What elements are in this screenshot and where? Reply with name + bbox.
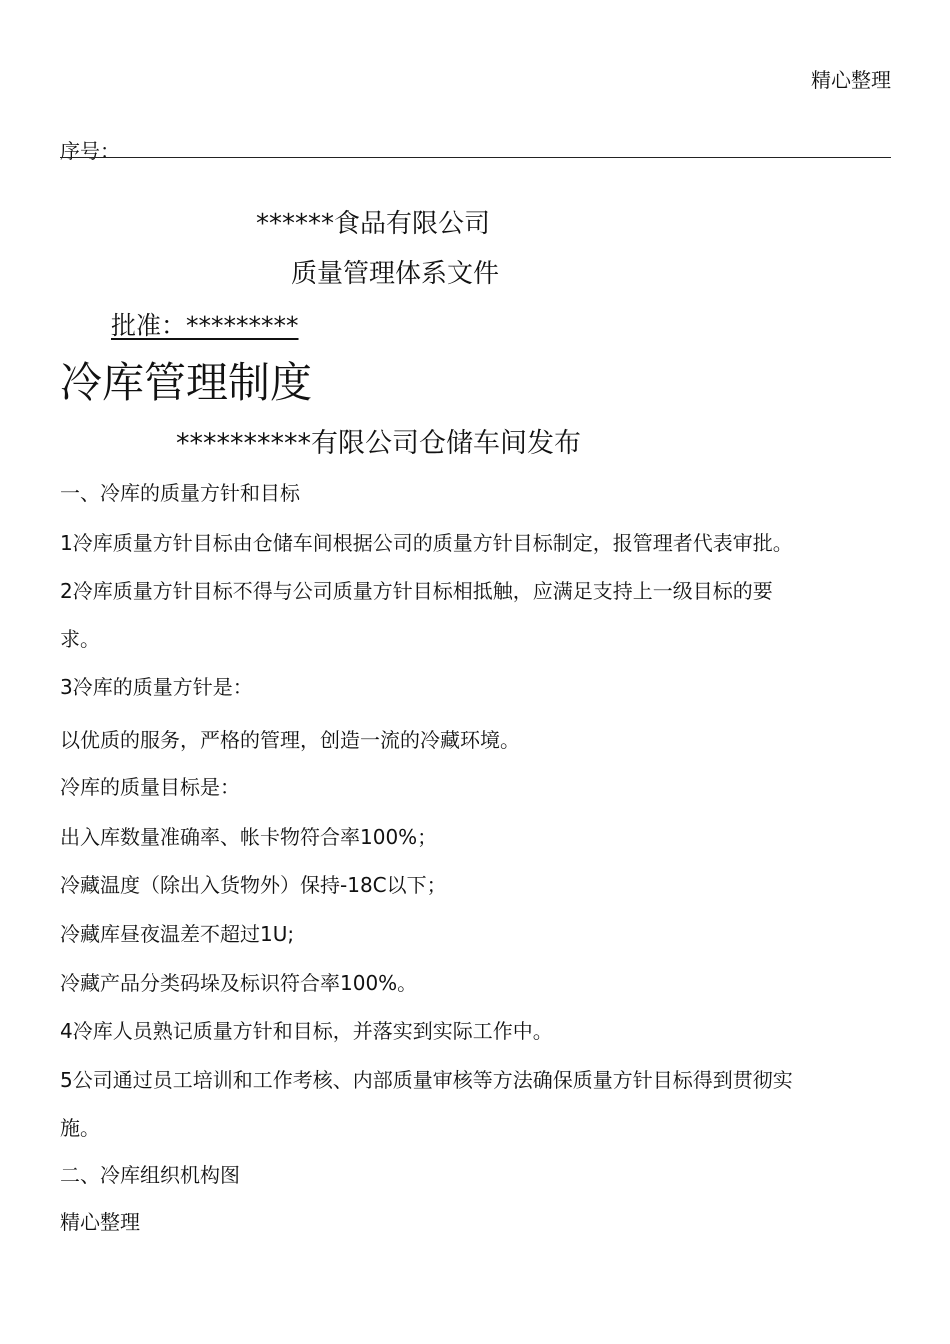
approval-line: 批准：*********	[111, 311, 299, 340]
footer-note: 精心整理	[60, 1210, 140, 1234]
company-name: ******食品有限公司	[256, 209, 491, 239]
document-title: 冷库管理制度	[60, 358, 313, 407]
body-paragraph: 冷藏库昼夜温差不超过1U;	[60, 922, 295, 946]
section-heading-1: 一、冷库的质量方针和目标	[60, 481, 300, 505]
body-paragraph: 4冷库人员熟记质量方针和目标，并落实到实际工作中。	[60, 1019, 553, 1043]
body-paragraph: 冷藏产品分类码垛及标识符合率100%。	[60, 971, 418, 995]
publisher-line: **********有限公司仓储车间发布	[176, 428, 581, 459]
system-document-title: 质量管理体系文件	[291, 259, 500, 289]
section-heading-2: 二、冷库组织机构图	[60, 1163, 240, 1187]
body-paragraph: 施。	[60, 1116, 100, 1140]
body-paragraph: 冷库的质量目标是：	[60, 775, 240, 799]
serial-number-label: 序号：	[60, 139, 120, 163]
body-paragraph: 求。	[60, 627, 100, 651]
body-paragraph: 以优质的服务，严格的管理，创造一流的冷藏环境。	[60, 728, 520, 752]
body-paragraph: 冷藏温度（除出入货物外）保持-18C以下；	[60, 873, 447, 897]
body-paragraph: 5公司通过员工培训和工作考核、内部质量审核等方法确保质量方针目标得到贯彻实	[60, 1068, 793, 1092]
serial-underline	[60, 157, 891, 158]
body-paragraph: 出入库数量准确率、帐卡物符合率100%；	[60, 825, 438, 849]
header-note: 精心整理	[811, 68, 891, 92]
body-paragraph: 1冷库质量方针目标由仓储车间根据公司的质量方针目标制定，报管理者代表审批。	[60, 531, 793, 555]
body-paragraph: 2冷库质量方针目标不得与公司质量方针目标相抵触，应满足支持上一级目标的要	[60, 579, 773, 603]
body-paragraph: 3冷库的质量方针是：	[60, 675, 253, 699]
